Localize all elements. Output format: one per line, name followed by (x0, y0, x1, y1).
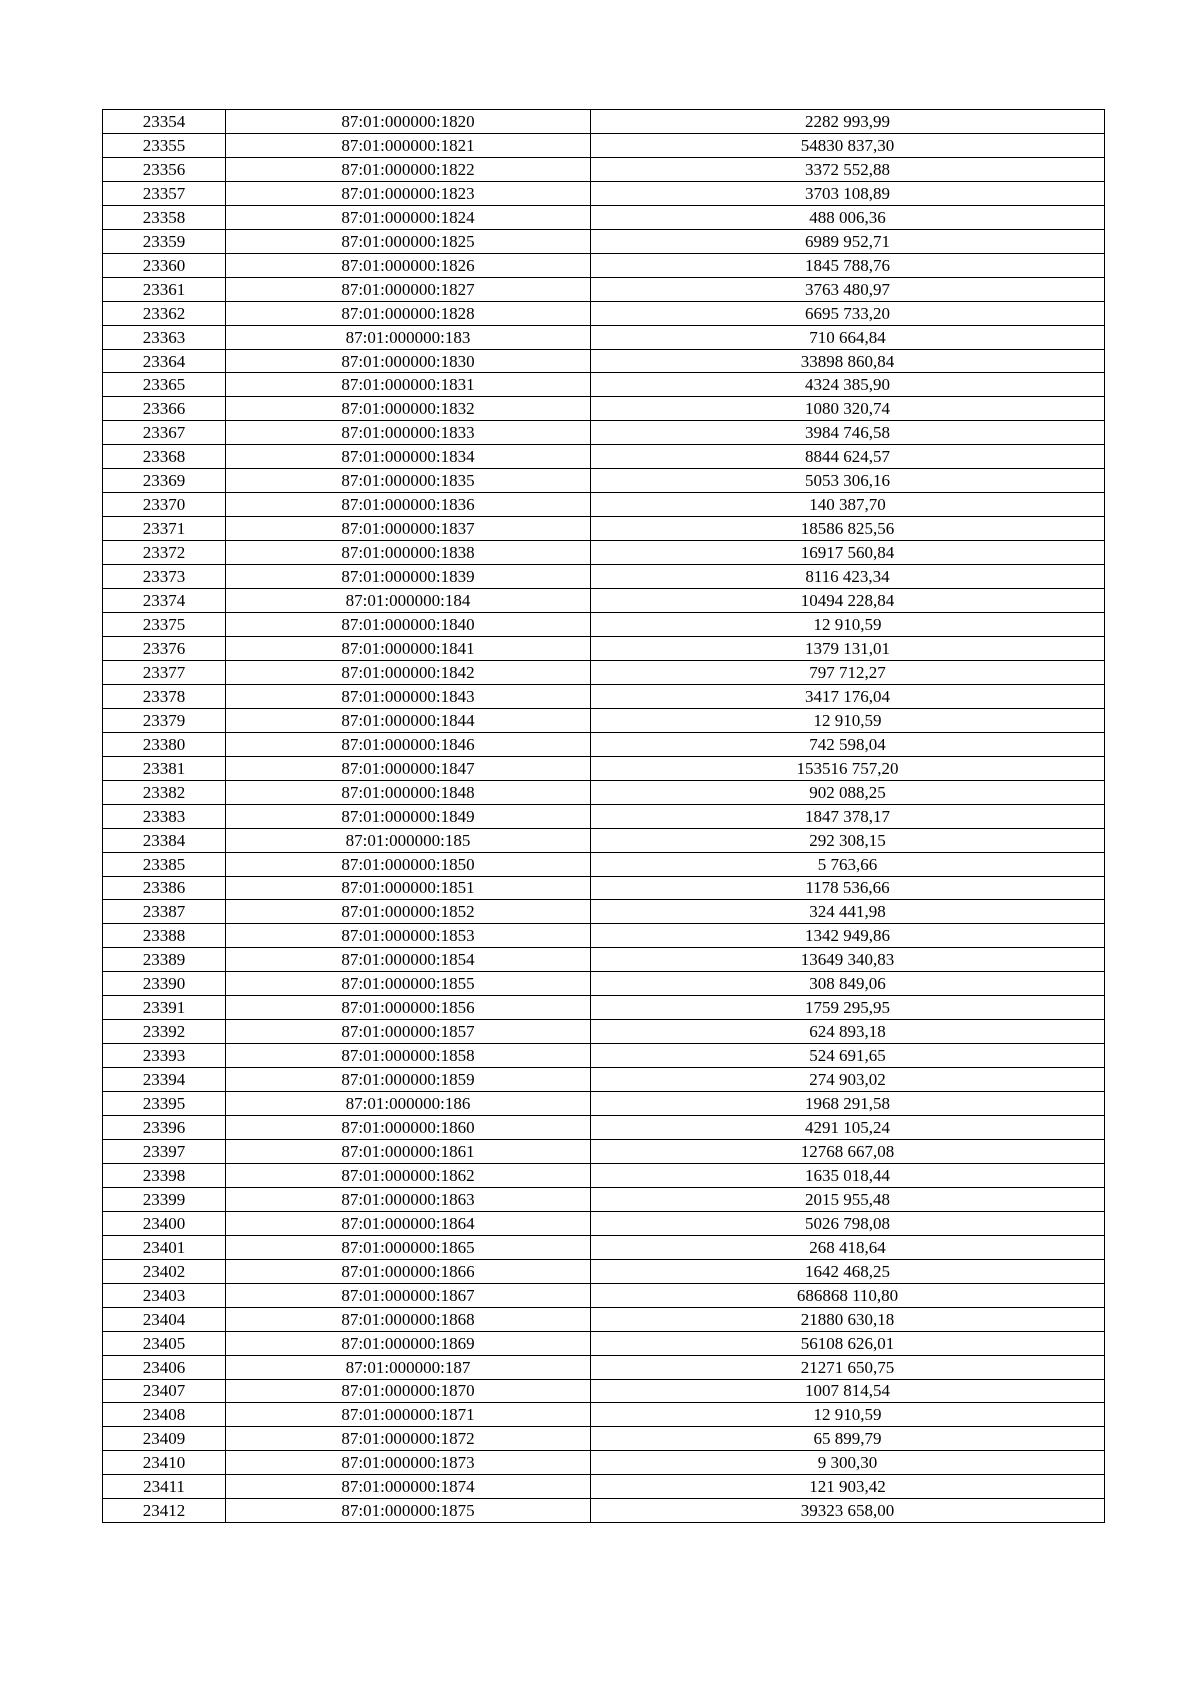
cadastral-number-cell: 87:01:000000:185 (226, 828, 591, 852)
row-number-cell: 23361 (103, 277, 226, 301)
table-row (103, 397, 1105, 421)
row-number-cell: 23372 (103, 541, 226, 565)
table-row (103, 445, 1105, 469)
cadastral-value-cell: 6989 952,71 (591, 229, 1105, 253)
table-row (103, 1163, 1105, 1187)
row-number-cell: 23357 (103, 181, 226, 205)
row-number-cell: 23371 (103, 517, 226, 541)
cadastral-value-cell: 1080 320,74 (591, 397, 1105, 421)
cadastral-number-cell: 87:01:000000:1858 (226, 1044, 591, 1068)
cadastral-value-cell: 797 712,27 (591, 660, 1105, 684)
row-number-cell: 23409 (103, 1427, 226, 1451)
cadastral-number-cell: 87:01:000000:184 (226, 589, 591, 613)
row-number-cell: 23412 (103, 1499, 226, 1523)
cadastral-number-cell: 87:01:000000:1872 (226, 1427, 591, 1451)
cadastral-number-cell: 87:01:000000:1854 (226, 948, 591, 972)
table-row (103, 1379, 1105, 1403)
cadastral-number-cell: 87:01:000000:1824 (226, 205, 591, 229)
table-row (103, 253, 1105, 277)
cadastral-number-cell: 87:01:000000:1864 (226, 1211, 591, 1235)
row-number-cell: 23358 (103, 205, 226, 229)
row-number-cell: 23368 (103, 445, 226, 469)
cadastral-value-cell: 308 849,06 (591, 972, 1105, 996)
table-row (103, 1403, 1105, 1427)
cadastral-value-cell: 54830 837,30 (591, 133, 1105, 157)
cadastral-value-cell: 268 418,64 (591, 1235, 1105, 1259)
row-number-cell: 23366 (103, 397, 226, 421)
row-number-cell: 23387 (103, 900, 226, 924)
cadastral-value-cell: 33898 860,84 (591, 349, 1105, 373)
row-number-cell: 23398 (103, 1163, 226, 1187)
table-row (103, 277, 1105, 301)
row-number-cell: 23386 (103, 876, 226, 900)
cadastral-value-cell: 1342 949,86 (591, 924, 1105, 948)
cadastral-number-cell: 87:01:000000:1842 (226, 660, 591, 684)
table-row (103, 804, 1105, 828)
table-row (103, 133, 1105, 157)
table-row (103, 1020, 1105, 1044)
table-row (103, 1068, 1105, 1092)
cadastral-number-cell: 87:01:000000:186 (226, 1092, 591, 1116)
table-row (103, 1331, 1105, 1355)
cadastral-number-cell: 87:01:000000:1820 (226, 110, 591, 134)
cadastral-number-cell: 87:01:000000:1853 (226, 924, 591, 948)
row-number-cell: 23360 (103, 253, 226, 277)
table-row (103, 756, 1105, 780)
cadastral-value-cell: 3984 746,58 (591, 421, 1105, 445)
row-number-cell: 23373 (103, 565, 226, 589)
cadastral-value-cell: 140 387,70 (591, 493, 1105, 517)
cadastral-value-cell: 488 006,36 (591, 205, 1105, 229)
cadastral-value-cell: 13649 340,83 (591, 948, 1105, 972)
cadastral-value-cell: 5053 306,16 (591, 469, 1105, 493)
cadastral-number-cell: 87:01:000000:1869 (226, 1331, 591, 1355)
row-number-cell: 23401 (103, 1235, 226, 1259)
cadastral-value-cell: 902 088,25 (591, 780, 1105, 804)
table-row (103, 541, 1105, 565)
cadastral-number-cell: 87:01:000000:1837 (226, 517, 591, 541)
table-row (103, 517, 1105, 541)
row-number-cell: 23403 (103, 1283, 226, 1307)
table-row (103, 1259, 1105, 1283)
cadastral-value-cell: 21880 630,18 (591, 1307, 1105, 1331)
table-row (103, 660, 1105, 684)
row-number-cell: 23402 (103, 1259, 226, 1283)
table-row (103, 900, 1105, 924)
cadastral-value-cell: 324 441,98 (591, 900, 1105, 924)
cadastral-number-cell: 87:01:000000:1830 (226, 349, 591, 373)
cadastral-value-cell: 1642 468,25 (591, 1259, 1105, 1283)
row-number-cell: 23370 (103, 493, 226, 517)
row-number-cell: 23408 (103, 1403, 226, 1427)
cadastral-value-cell: 274 903,02 (591, 1068, 1105, 1092)
row-number-cell: 23369 (103, 469, 226, 493)
cadastral-number-cell: 87:01:000000:1856 (226, 996, 591, 1020)
cadastral-number-cell: 87:01:000000:1826 (226, 253, 591, 277)
table-row (103, 708, 1105, 732)
cadastral-value-cell: 5026 798,08 (591, 1211, 1105, 1235)
table-row (103, 421, 1105, 445)
cadastral-number-cell: 87:01:000000:1847 (226, 756, 591, 780)
cadastral-value-cell: 1968 291,58 (591, 1092, 1105, 1116)
row-number-cell: 23407 (103, 1379, 226, 1403)
cadastral-number-cell: 87:01:000000:1848 (226, 780, 591, 804)
cadastral-value-cell: 6695 733,20 (591, 301, 1105, 325)
table-row (103, 1499, 1105, 1523)
cadastral-value-cell: 8844 624,57 (591, 445, 1105, 469)
cadastral-number-cell: 87:01:000000:1865 (226, 1235, 591, 1259)
cadastral-number-cell: 87:01:000000:1846 (226, 732, 591, 756)
cadastral-number-cell: 87:01:000000:1870 (226, 1379, 591, 1403)
table-row (103, 565, 1105, 589)
table-row (103, 589, 1105, 613)
row-number-cell: 23363 (103, 325, 226, 349)
table-row (103, 828, 1105, 852)
cadastral-number-cell: 87:01:000000:1855 (226, 972, 591, 996)
table-row (103, 205, 1105, 229)
cadastral-value-cell: 18586 825,56 (591, 517, 1105, 541)
row-number-cell: 23384 (103, 828, 226, 852)
cadastral-value-cell: 624 893,18 (591, 1020, 1105, 1044)
row-number-cell: 23396 (103, 1116, 226, 1140)
cadastral-value-cell: 710 664,84 (591, 325, 1105, 349)
cadastral-number-cell: 87:01:000000:1839 (226, 565, 591, 589)
cadastral-value-cell: 1845 788,76 (591, 253, 1105, 277)
row-number-cell: 23391 (103, 996, 226, 1020)
cadastral-number-cell: 87:01:000000:1844 (226, 708, 591, 732)
cadastral-number-cell: 87:01:000000:187 (226, 1355, 591, 1379)
table-row (103, 1116, 1105, 1140)
row-number-cell: 23377 (103, 660, 226, 684)
row-number-cell: 23380 (103, 732, 226, 756)
cadastral-value-cell: 3703 108,89 (591, 181, 1105, 205)
table-row (103, 1044, 1105, 1068)
cadastral-number-cell: 87:01:000000:1849 (226, 804, 591, 828)
cadastral-value-cell: 1007 814,54 (591, 1379, 1105, 1403)
cadastral-number-cell: 87:01:000000:1851 (226, 876, 591, 900)
cadastral-number-cell: 87:01:000000:1841 (226, 636, 591, 660)
row-number-cell: 23381 (103, 756, 226, 780)
row-number-cell: 23359 (103, 229, 226, 253)
table-row (103, 1187, 1105, 1211)
row-number-cell: 23374 (103, 589, 226, 613)
cadastral-value-cell: 686868 110,80 (591, 1283, 1105, 1307)
cadastral-value-cell: 12768 667,08 (591, 1139, 1105, 1163)
cadastral-number-cell: 87:01:000000:1863 (226, 1187, 591, 1211)
cadastral-value-cell: 121 903,42 (591, 1475, 1105, 1499)
cadastral-number-cell: 87:01:000000:1871 (226, 1403, 591, 1427)
table-row (103, 924, 1105, 948)
table-row (103, 181, 1105, 205)
row-number-cell: 23389 (103, 948, 226, 972)
table-row (103, 613, 1105, 637)
cadastral-value-cell: 1178 536,66 (591, 876, 1105, 900)
table-row (103, 1283, 1105, 1307)
cadastral-number-cell: 87:01:000000:1832 (226, 397, 591, 421)
cadastral-number-cell: 87:01:000000:1857 (226, 1020, 591, 1044)
row-number-cell: 23400 (103, 1211, 226, 1235)
cadastral-value-cell: 4324 385,90 (591, 373, 1105, 397)
row-number-cell: 23385 (103, 852, 226, 876)
row-number-cell: 23394 (103, 1068, 226, 1092)
table-row (103, 373, 1105, 397)
table-row (103, 1307, 1105, 1331)
cadastral-value-cell: 4291 105,24 (591, 1116, 1105, 1140)
cadastral-value-cell: 12 910,59 (591, 1403, 1105, 1427)
cadastral-number-cell: 87:01:000000:183 (226, 325, 591, 349)
table-row (103, 732, 1105, 756)
table-row (103, 1235, 1105, 1259)
cadastral-value-cell: 1635 018,44 (591, 1163, 1105, 1187)
cadastral-value-cell: 12 910,59 (591, 708, 1105, 732)
cadastral-value-cell: 292 308,15 (591, 828, 1105, 852)
cadastral-number-cell: 87:01:000000:1850 (226, 852, 591, 876)
cadastral-number-cell: 87:01:000000:1843 (226, 684, 591, 708)
row-number-cell: 23395 (103, 1092, 226, 1116)
cadastral-number-cell: 87:01:000000:1860 (226, 1116, 591, 1140)
cadastral-value-cell: 3417 176,04 (591, 684, 1105, 708)
cadastral-value-cell: 3763 480,97 (591, 277, 1105, 301)
table-row (103, 110, 1105, 134)
cadastral-number-cell: 87:01:000000:1840 (226, 613, 591, 637)
cadastral-value-cell: 8116 423,34 (591, 565, 1105, 589)
row-number-cell: 23404 (103, 1307, 226, 1331)
table-row (103, 157, 1105, 181)
cadastral-value-cell: 153516 757,20 (591, 756, 1105, 780)
row-number-cell: 23392 (103, 1020, 226, 1044)
cadastral-number-cell: 87:01:000000:1825 (226, 229, 591, 253)
cadastral-number-cell: 87:01:000000:1873 (226, 1451, 591, 1475)
cadastral-value-cell: 10494 228,84 (591, 589, 1105, 613)
cadastral-value-cell: 5 763,66 (591, 852, 1105, 876)
cadastral-value-cell: 9 300,30 (591, 1451, 1105, 1475)
cadastral-number-cell: 87:01:000000:1835 (226, 469, 591, 493)
cadastral-number-cell: 87:01:000000:1866 (226, 1259, 591, 1283)
table-row (103, 780, 1105, 804)
cadastral-number-cell: 87:01:000000:1831 (226, 373, 591, 397)
cadastral-value-cell: 56108 626,01 (591, 1331, 1105, 1355)
cadastral-number-cell: 87:01:000000:1821 (226, 133, 591, 157)
table-body (103, 110, 1105, 1523)
table-row (103, 1355, 1105, 1379)
cadastral-value-cell: 16917 560,84 (591, 541, 1105, 565)
cadastral-value-cell: 1379 131,01 (591, 636, 1105, 660)
cadastral-value-cell: 1759 295,95 (591, 996, 1105, 1020)
table-row (103, 301, 1105, 325)
row-number-cell: 23383 (103, 804, 226, 828)
table-row (103, 1211, 1105, 1235)
table-row (103, 876, 1105, 900)
row-number-cell: 23410 (103, 1451, 226, 1475)
table-row (103, 996, 1105, 1020)
cadastral-number-cell: 87:01:000000:1836 (226, 493, 591, 517)
cadastral-value-cell: 65 899,79 (591, 1427, 1105, 1451)
row-number-cell: 23375 (103, 613, 226, 637)
row-number-cell: 23406 (103, 1355, 226, 1379)
table-row (103, 852, 1105, 876)
cadastral-value-cell: 2282 993,99 (591, 110, 1105, 134)
table-row (103, 1427, 1105, 1451)
row-number-cell: 23367 (103, 421, 226, 445)
table-row (103, 1139, 1105, 1163)
cadastral-value-cell: 2015 955,48 (591, 1187, 1105, 1211)
table-row (103, 1092, 1105, 1116)
cadastral-value-cell: 21271 650,75 (591, 1355, 1105, 1379)
row-number-cell: 23376 (103, 636, 226, 660)
cadastral-number-cell: 87:01:000000:1867 (226, 1283, 591, 1307)
table-row (103, 229, 1105, 253)
table-row (103, 469, 1105, 493)
row-number-cell: 23393 (103, 1044, 226, 1068)
cadastral-number-cell: 87:01:000000:1834 (226, 445, 591, 469)
row-number-cell: 23378 (103, 684, 226, 708)
cadastral-value-cell: 524 691,65 (591, 1044, 1105, 1068)
cadastral-number-cell: 87:01:000000:1862 (226, 1163, 591, 1187)
cadastral-number-cell: 87:01:000000:1833 (226, 421, 591, 445)
row-number-cell: 23399 (103, 1187, 226, 1211)
table-row (103, 493, 1105, 517)
row-number-cell: 23354 (103, 110, 226, 134)
row-number-cell: 23355 (103, 133, 226, 157)
table-row (103, 972, 1105, 996)
row-number-cell: 23356 (103, 157, 226, 181)
cadastral-number-cell: 87:01:000000:1827 (226, 277, 591, 301)
table-row (103, 684, 1105, 708)
cadastral-number-cell: 87:01:000000:1868 (226, 1307, 591, 1331)
table-row (103, 1451, 1105, 1475)
cadastral-value-cell: 3372 552,88 (591, 157, 1105, 181)
cadastral-number-cell: 87:01:000000:1828 (226, 301, 591, 325)
cadastral-number-cell: 87:01:000000:1822 (226, 157, 591, 181)
cadastral-number-cell: 87:01:000000:1861 (226, 1139, 591, 1163)
row-number-cell: 23382 (103, 780, 226, 804)
table-row (103, 1475, 1105, 1499)
table-row (103, 636, 1105, 660)
row-number-cell: 23364 (103, 349, 226, 373)
cadastral-number-cell: 87:01:000000:1875 (226, 1499, 591, 1523)
table-row (103, 349, 1105, 373)
table-row (103, 325, 1105, 349)
cadastral-number-cell: 87:01:000000:1874 (226, 1475, 591, 1499)
table-row (103, 948, 1105, 972)
row-number-cell: 23362 (103, 301, 226, 325)
row-number-cell: 23397 (103, 1139, 226, 1163)
cadastral-number-cell: 87:01:000000:1859 (226, 1068, 591, 1092)
cadastral-value-cell: 1847 378,17 (591, 804, 1105, 828)
cadastral-value-cell: 39323 658,00 (591, 1499, 1105, 1523)
row-number-cell: 23405 (103, 1331, 226, 1355)
row-number-cell: 23388 (103, 924, 226, 948)
cadastral-value-cell: 742 598,04 (591, 732, 1105, 756)
cadastral-number-cell: 87:01:000000:1838 (226, 541, 591, 565)
row-number-cell: 23390 (103, 972, 226, 996)
cadastral-value-cell: 12 910,59 (591, 613, 1105, 637)
cadastral-value-table (102, 109, 1105, 1523)
row-number-cell: 23411 (103, 1475, 226, 1499)
row-number-cell: 23379 (103, 708, 226, 732)
cadastral-number-cell: 87:01:000000:1852 (226, 900, 591, 924)
cadastral-number-cell: 87:01:000000:1823 (226, 181, 591, 205)
row-number-cell: 23365 (103, 373, 226, 397)
